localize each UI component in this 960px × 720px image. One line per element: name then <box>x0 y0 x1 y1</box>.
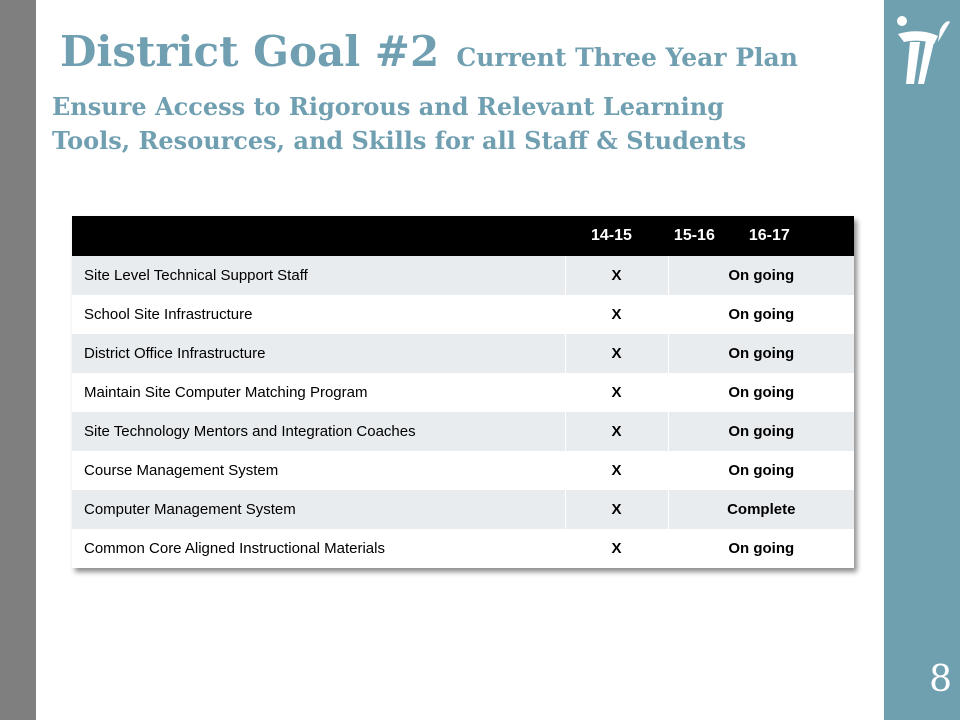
row-item: Common Core Aligned Instructional Materials <box>84 540 385 557</box>
plan-table <box>72 216 854 568</box>
title-sub: Current Three Year Plan <box>456 43 798 72</box>
table-row <box>72 490 854 529</box>
slide-subtitle <box>52 90 882 170</box>
row-status: On going <box>668 295 854 334</box>
row-status: On going <box>668 412 854 451</box>
title-main: District Goal #2 <box>60 27 440 76</box>
row-item: District Office Infrastructure <box>84 345 266 362</box>
slide-title <box>60 22 880 82</box>
row-mark: X <box>565 373 668 412</box>
row-item: Site Level Technical Support Staff <box>84 267 308 284</box>
row-mark: X <box>565 256 668 295</box>
row-item: Maintain Site Computer Matching Program <box>84 384 368 401</box>
row-item: School Site Infrastructure <box>84 306 253 323</box>
row-item: Course Management System <box>84 462 279 479</box>
table-row <box>72 295 854 334</box>
header-year-2: 15-16 <box>673 227 715 244</box>
row-status: On going <box>668 256 854 295</box>
row-mark: X <box>565 529 668 568</box>
row-mark: X <box>565 295 668 334</box>
row-mark: X <box>565 412 668 451</box>
table-header-row <box>72 216 854 256</box>
row-mark: X <box>565 451 668 490</box>
figure-logo-icon <box>896 12 950 86</box>
table-row <box>72 529 854 568</box>
header-year-1: 14-15 <box>591 227 632 244</box>
table-row <box>72 373 854 412</box>
subtitle-line-1: Ensure Access to Rigorous and Relevant Learning <box>52 92 724 121</box>
row-status: On going <box>668 451 854 490</box>
table-row <box>72 451 854 490</box>
row-status: On going <box>668 334 854 373</box>
table-row <box>72 334 854 373</box>
table-row <box>72 256 854 295</box>
subtitle-line-2: Tools, Resources, and Skills for all Staff & Students <box>52 126 747 155</box>
table-row <box>72 412 854 451</box>
plan-table-container <box>72 216 854 568</box>
row-status: On going <box>668 373 854 412</box>
row-status: On going <box>668 529 854 568</box>
header-blank-cell <box>72 216 565 256</box>
row-item: Site Technology Mentors and Integration Coaches <box>84 423 416 440</box>
row-item: Computer Management System <box>84 501 296 518</box>
header-years-cell <box>565 216 854 256</box>
row-mark: X <box>565 490 668 529</box>
row-status: Complete <box>668 490 854 529</box>
left-accent-bar <box>0 0 36 720</box>
right-accent-bar <box>884 0 960 720</box>
row-mark: X <box>565 334 668 373</box>
slide-number: 8 <box>929 659 952 700</box>
header-year-3: 16-17 <box>748 227 790 244</box>
